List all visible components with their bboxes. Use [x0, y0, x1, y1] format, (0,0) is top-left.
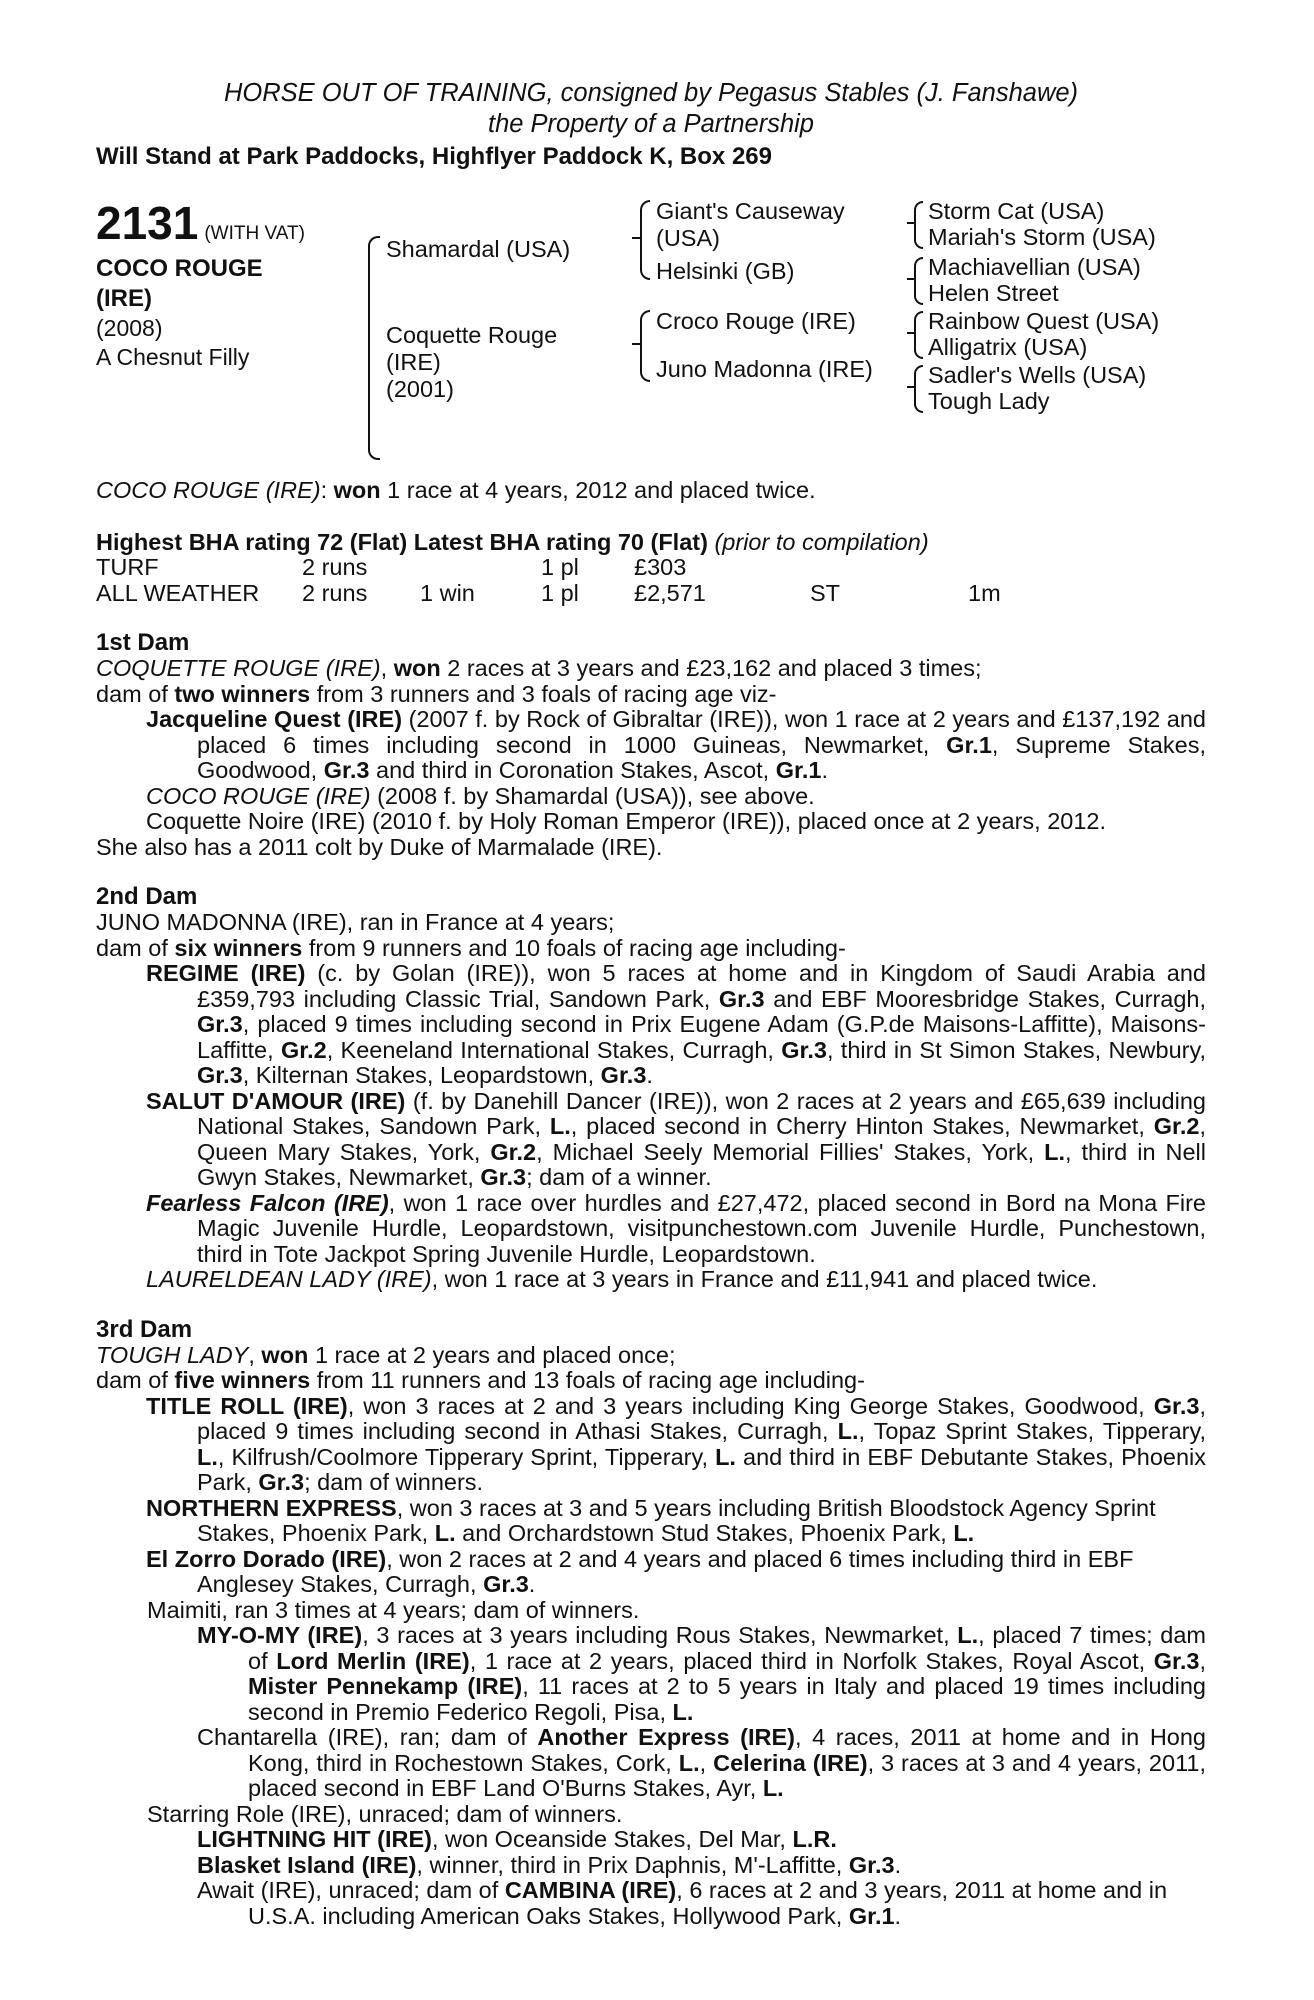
wins-cell: 1 win: [420, 579, 475, 606]
produce-note: She also has a 2011 colt by Duke of Marmalade (IRE).: [96, 833, 663, 860]
produce-entry: Await (IRE), unraced; dam of CAMBINA (IRE), 6 races at 2 and 3 years, 2011 at home and in U.S.A. including American Oaks Stakes, Hollywood Park, Gr.1.: [197, 1877, 1168, 1929]
first-dam-record: COQUETTE ROUGE (IRE), won 2 races at 3 years and £23,162 and placed 3 times;: [96, 655, 982, 681]
distance-cell: 1m: [968, 579, 1001, 606]
horse-name: COCO ROUGE (IRE): [96, 255, 263, 312]
produce-entry: Fearless Falcon (IRE), won 1 race over hurdles and £27,472, placed second in Bord na Mona Fire Magic Juvenile Hurdle, Leopardstown, visitpunchestown.com Juvenile Hurdle, Punchestown, third in Tote Jackpot Spring Juvenile Hurdle, Leopardstown.: [146, 1189, 1207, 1267]
produce-entry: NORTHERN EXPRESS, won 3 races at 3 and 5 years including British Bloodstock Agency Sprint Stakes, Phoenix Park, L. and Orchardstown Stud Stakes, Phoenix Park, L.: [146, 1494, 1156, 1546]
going-cell: ST: [810, 579, 841, 606]
produce-entry: SALUT D'AMOUR (IRE) (f. by Danehill Dancer (IRE)), won 2 races at 2 years and £65,639 including National Stakes, Sandown Park, L., placed second in Cherry Hinton Stakes, Newmarket, Gr.2, Queen Mary Stakes, York, Gr.2, Michael Seely Memorial Fillies' Stakes, York, L., third in Nell Gwyn Stakes, Newmarket, Gr.3; dam of a winner.: [146, 1087, 1206, 1190]
brace-point: [907, 386, 915, 388]
sire-sire: Giant's Causeway (USA): [656, 198, 845, 251]
bha-rating: Highest BHA rating 72 (Flat) Latest BHA rating 70 (Flat) (prior to compilation): [96, 528, 929, 555]
sire-name: Shamardal (USA): [386, 236, 571, 262]
sire-sire-sire: Storm Cat (USA): [928, 198, 1105, 224]
second-dam-heading: 2nd Dam: [96, 883, 198, 910]
sire-sire-dam: Mariah's Storm (USA): [928, 224, 1156, 250]
produce-entry: LAURELDEAN LADY (IRE), won 1 race at 3 years in France and £11,941 and placed twice.: [146, 1266, 1098, 1292]
brace-point: [632, 237, 640, 239]
sire-dam-sire: Machiavellian (USA): [928, 254, 1141, 280]
third-gen-brace-2: [914, 257, 923, 305]
produce-entry: Maimiti, ran 3 times at 4 years; dam of winners.: [147, 1596, 640, 1623]
third-gen-brace-3: [914, 311, 923, 359]
catalogue-page: [96, 78, 1206, 1929]
placed-cell: 1 pl: [541, 579, 579, 606]
brace-point: [907, 332, 915, 334]
dam-parents-brace: [640, 310, 650, 382]
first-dam-produce-summary: dam of two winners from 3 runners and 3 foals of racing age viz-: [96, 680, 777, 707]
second-dam-record: JUNO MADONNA (IRE), ran in France at 4 years;: [96, 909, 615, 935]
prize-cell: £303: [634, 554, 687, 580]
dam-name: Coquette Rouge (IRE) (2001): [386, 322, 558, 402]
pedigree-block: [96, 198, 1206, 456]
produce-entry: Blasket Island (IRE), winner, third in Prix Daphnis, M'-Laffitte, Gr.3.: [197, 1851, 902, 1878]
produce-entry: LIGHTNING HIT (IRE), won Oceanside Stakes, Del Mar, L.R.: [197, 1826, 837, 1852]
runs-cell: 2 runs: [302, 554, 368, 580]
dam-dam-dam: Tough Lady: [928, 388, 1050, 414]
dam-sire-sire: Rainbow Quest (USA): [928, 308, 1160, 334]
dam-dam: Juno Madonna (IRE): [656, 356, 873, 382]
foaling-year: (2008): [96, 315, 163, 341]
vat-note: (WITH VAT): [204, 223, 305, 244]
third-gen-brace-1: [914, 201, 923, 249]
going-cell: [810, 555, 968, 581]
performance-table: [96, 555, 1001, 606]
wins-cell: [420, 555, 541, 581]
sire-dam-dam: Helen Street: [928, 280, 1059, 306]
second-dam-produce-summary: dam of six winners from 9 runners and 10 foals of racing age including-: [96, 934, 846, 961]
third-dam-record: TOUGH LADY, won 1 race at 2 years and placed once;: [96, 1341, 676, 1368]
brace-point: [632, 343, 640, 345]
lot-info: [96, 198, 305, 372]
produce-entry: MY-O-MY (IRE), 3 races at 3 years including Rous Stakes, Newmarket, L., placed 7 times; dam of Lord Merlin (IRE), 1 race at 2 years, placed third in Norfolk Stakes, Royal Ascot, Gr.3, Mister Pennekamp (IRE), 11 races at 2 to 5 years in Italy and placed 19 times including second in Premio Federico Regoli, Pisa, L.: [197, 1622, 1206, 1725]
third-dam-heading: 3rd Dam: [96, 1315, 193, 1343]
produce-entry: COCO ROUGE (IRE) (2008 f. by Shamardal (USA)), see above.: [146, 782, 815, 809]
owner-line: the Property of a Partnership: [487, 110, 814, 138]
lot-number: 2131: [96, 197, 199, 249]
produce-entry: Chantarella (IRE), ran; dam of Another Express (IRE), 4 races, 2011 at home and in Hong Kong, third in Rochestown Stakes, Cork, L., Celerina (IRE), 3 races at 3 and 4 years, 2011, placed second in EBF Land O'Burns Stakes, Ayr, L.: [197, 1724, 1207, 1801]
produce-entry: REGIME (IRE) (c. by Golan (IRE)), won 5 races at home and in Kingdom of Saudi Arabia and £359,793 including Classic Trial, Sandown Park, Gr.3 and EBF Mooresbridge Stakes, Curragh, Gr.3, placed 9 times including second in Prix Eugene Adam (G.P.de Maisons-Laffitte), Maisons-Laffitte, Gr.2, Keeneland International Stakes, Curragh, Gr.3, third in St Simon Stakes, Newbury, Gr.3, Kilternan Stakes, Leopardstown, Gr.3.: [146, 960, 1207, 1088]
produce-entry: TITLE ROLL (IRE), won 3 races at 2 and 3 years including King George Stakes, Goodwood, Gr.3, placed 9 times including second in Athasi Stakes, Curragh, L., Topaz Sprint Stakes, Tipperary, L., Kilfrush/Coolmore Tipperary Sprint, Tipperary, L. and third in EBF Debutante Stakes, Phoenix Park, Gr.3; dam of winners.: [146, 1392, 1207, 1495]
consignor-line: HORSE OUT OF TRAINING, consigned by Pegasus Stables (J. Fanshawe): [223, 79, 1079, 107]
horse-description: A Chesnut Filly: [96, 344, 250, 370]
third-gen-brace-4: [914, 365, 923, 413]
surface-cell: ALL WEATHER: [96, 579, 260, 606]
brace-point: [907, 278, 915, 280]
placed-cell: 1 pl: [541, 554, 579, 580]
runs-cell: 2 runs: [302, 579, 368, 606]
distance-cell: [968, 555, 1001, 581]
produce-entry: Starring Role (IRE), unraced; dam of winners.: [147, 1800, 623, 1827]
produce-entry: Jacqueline Quest (IRE) (2007 f. by Rock of Gibraltar (IRE)), won 1 race at 2 years and £137,192 and placed 6 times including second in 1000 Guineas, Newmarket, Gr.1, Supreme Stakes, Goodwood, Gr.3 and third in Coronation Stakes, Ascot, Gr.1.: [146, 706, 1206, 783]
table-row: [96, 581, 1001, 607]
prize-cell: £2,571: [634, 579, 706, 606]
produce-entry: Coquette Noire (IRE) (2010 f. by Holy Roman Emperor (IRE)), placed once at 2 years, 2012.: [146, 808, 1107, 834]
table-row: [96, 555, 1001, 581]
race-summary: COCO ROUGE (IRE): won 1 race at 4 years, 2012 and placed twice.: [96, 477, 816, 503]
dam-dam-sire: Sadler's Wells (USA): [928, 362, 1147, 388]
dam-sire-dam: Alligatrix (USA): [928, 334, 1088, 360]
dam-sire: Croco Rouge (IRE): [656, 308, 856, 334]
pedigree-brace: [368, 236, 380, 460]
first-dam-heading: 1st Dam: [96, 629, 190, 656]
sire-parents-brace: [640, 200, 650, 280]
surface-cell: TURF: [96, 554, 159, 580]
third-dam-produce-summary: dam of five winners from 11 runners and 13 foals of racing age including-: [96, 1367, 865, 1393]
stand-line: Will Stand at Park Paddocks, Highflyer Paddock K, Box 269: [96, 143, 772, 170]
sire-dam: Helsinki (GB): [656, 258, 795, 284]
brace-point: [907, 222, 915, 224]
produce-entry: El Zorro Dorado (IRE), won 2 races at 2 and 4 years and placed 6 times including third in EBF Anglesey Stakes, Curragh, Gr.3.: [146, 1545, 1134, 1597]
